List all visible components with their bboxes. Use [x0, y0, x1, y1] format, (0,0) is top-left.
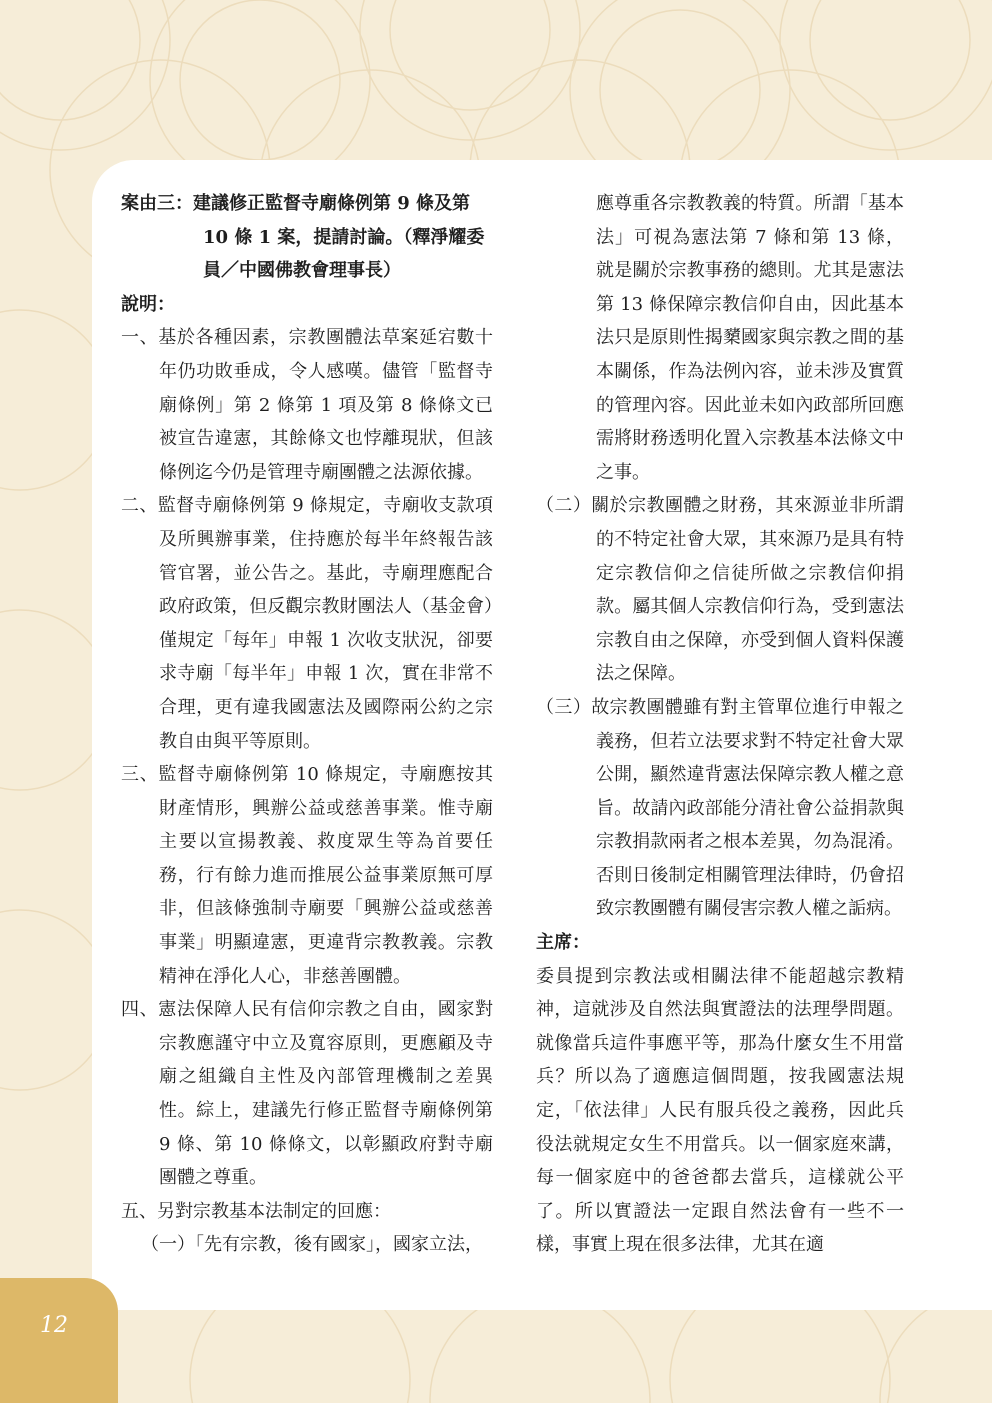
right-column — [536, 187, 904, 1262]
page-corner-tab — [0, 1278, 118, 1403]
explanation-item-3: 三、監督寺廟條例第 10 條規定，寺廟應按其財產情形，興辦公益或慈善事業。惟寺廟主要以宣揚教義、救度眾生等為首要任務，行有餘力進而推展公益事業原無可厚非，但該條強制寺廟要「興辦公益或慈善事業」明顯違憲，更違背宗教教義。宗教精神在淨化人心，非慈善團體。 — [121, 764, 493, 987]
case-title: 案由三：建議修正監督寺廟條例第 9 條及第 10 條 1 案，提請討論。（釋淨耀委員／中國佛教會理事長） — [121, 193, 485, 282]
explanation-item-4: 四、憲法保障人民有信仰宗教之自由，國家對宗教應謹守中立及寬容原則，更應顧及寺廟之組織自主性及內部管理機制之差異性。綜上，建議先行修正監督寺廟條例第 9 條、第 10 條條文，以彰顯政府對寺廟團體之尊重。 — [121, 999, 493, 1189]
explanation-item-1: 一、基於各種因素，宗教團體法草案延宕數十年仍功敗垂成，令人感嘆。儘管「監督寺廟條例」第 2 條第 1 項及第 8 條條文已被宣告違憲，其餘條文也悖離現狀，但該條例迄今仍是管理寺廟團體之法源依據。 — [121, 327, 493, 483]
subitem-3: （三）故宗教團體雖有對主管單位進行申報之義務，但若立法要求對不特定社會大眾公開，顯然違背憲法保障宗教人權之意旨。故請內政部能分清社會公益捐款與宗教捐款兩者之根本差異，勿為混淆。否則日後制定相關管理法律時，仍會招致宗教團體有關侵害宗教人權之詬病。 — [536, 696, 904, 920]
page-number: 12 — [40, 1313, 68, 1338]
chair-label: 主席： — [536, 932, 590, 954]
explanation-item-2: 二、監督寺廟條例第 9 條規定，寺廟收支款項及所興辦事業，住持應於每半年終報告該管官署，並公告之。基此，寺廟理應配合政府政策，但反觀宗教財團法人（基金會）僅規定「每年」申報 1 次收支狀況，卻要求寺廟「每半年」申報 1 次，實在非常不合理，更有違我國憲法及國際兩公約之宗教自由與平等原則。 — [121, 495, 493, 752]
left-column — [121, 187, 493, 1262]
chair-statement: 委員提到宗教法或相關法律不能超越宗教精神，這就涉及自然法與實證法的法理學問題。就像當兵這件事應平等，那為什麼女生不用當兵？所以為了適應這個問題，按我國憲法規定，「依法律」人民有服兵役之義務，因此兵役法就規定女生不用當兵。以一個家庭來講，每一個家庭中的爸爸都去當兵，這樣就公平了。所以實證法一定跟自然法會有一些不一樣，事實上現在很多法律，尤其在適 — [536, 965, 904, 1256]
explanation-item-5: 五、另對宗教基本法制定的回應： — [121, 1200, 391, 1222]
explanation-label: 說明： — [121, 293, 175, 315]
subitem-1-start: （一）「先有宗教，後有國家」，國家立法， — [141, 1234, 483, 1256]
subitem-2: （二）關於宗教團體之財務，其來源並非所謂的不特定社會大眾，其來源乃是具有特定宗教信仰之信徒所做之宗教信仰捐款。屬其個人宗教信仰行為，受到憲法宗教自由之保障，亦受到個人資料保護法之保障。 — [536, 495, 904, 685]
subitem-1-continued: 應尊重各宗教教義的特質。所謂「基本法」可視為憲法第 7 條和第 13 條，就是關於宗教事務的總則。尤其是憲法第 13 條保障宗教信仰自由，因此基本法只是原則性揭櫫國家與宗教之間的基本關係，作為法例內容，並未涉及實質的管理內容。因此並未如內政部所回應需將財務透明化置入宗教基本法條文中之事。 — [596, 193, 904, 483]
